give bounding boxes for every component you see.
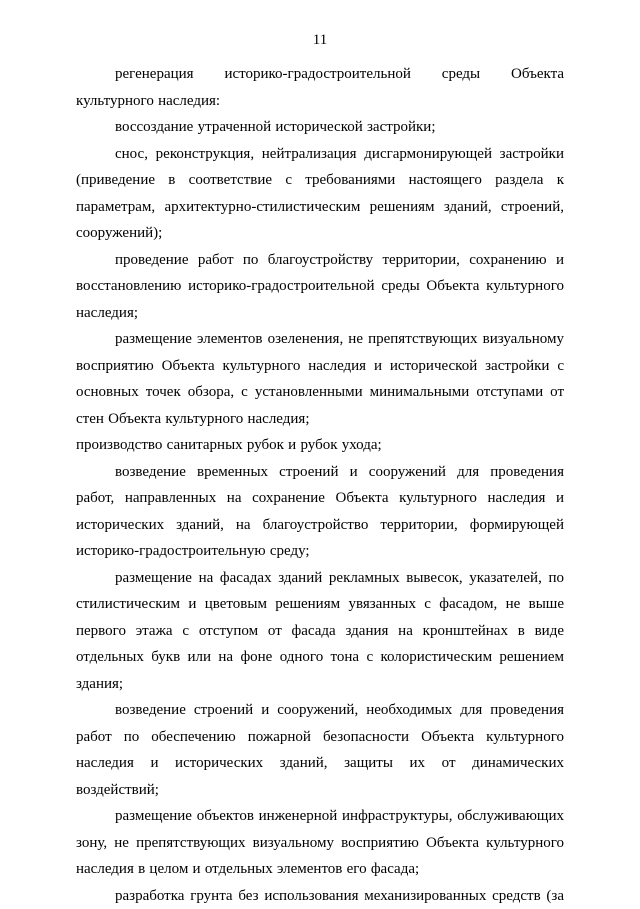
paragraph-sanitary-felling: производство санитарных рубок и рубок ухода; <box>76 432 564 459</box>
paragraph-greenery-placement: размещение элементов озеленения, не препятствующих визуальному восприятию Объекта культурного наследия и исторической застройки с основных точек обзора, с установленными минимальными отступами от стен Объекта культурного наследия; <box>76 326 564 432</box>
paragraph-soil-excavation: разработка грунта без использования механизированных средств (за <box>76 883 564 909</box>
paragraph-reconstruction-of-lost-buildings: воссоздание утраченной исторической застройки; <box>76 114 564 141</box>
paragraph-facade-signage: размещение на фасадах зданий рекламных вывесок, указателей, по стилистическим и цветовым решениям увязанных с фасадом, не выше первого этажа с отступом от фасада здания на кронштейнах в виде отдельных букв или на фоне одного тона с колористическим решением здания; <box>76 565 564 698</box>
page-number: 11 <box>0 30 640 50</box>
paragraph-fire-safety-structures: возведение строений и сооружений, необходимых для проведения работ по обеспечению пожарной безопасности Объекта культурного наследия и исторических зданий, защиты их от динамических воздействий; <box>76 697 564 803</box>
paragraph-engineering-infrastructure: размещение объектов инженерной инфраструктуры, обслуживающих зону, не препятствующих визуальному восприятию Объекта культурного наследия в целом и отдельных элементов его фасада; <box>76 803 564 883</box>
paragraph-regeneration: регенерация историко-градостроительной среды Объекта культурного наследия: <box>76 61 564 114</box>
paragraph-landscaping-works: проведение работ по благоустройству территории, сохранению и восстановлению историко-градостроительной среды Объекта культурного наследия; <box>76 247 564 327</box>
paragraph-demolition-neutralization: снос, реконструкция, нейтрализация дисгармонирующей застройки (приведение в соответствие с требованиями настоящего раздела к параметрам, архитектурно-стилистическим решениям зданий, строений, сооружений); <box>76 141 564 247</box>
paragraph-temporary-structures: возведение временных строений и сооружений для проведения работ, направленных на сохранение Объекта культурного наследия и исторических зданий, на благоустройство территории, формирующей историко-градостроительную среду; <box>76 459 564 565</box>
document-body <box>76 61 564 909</box>
